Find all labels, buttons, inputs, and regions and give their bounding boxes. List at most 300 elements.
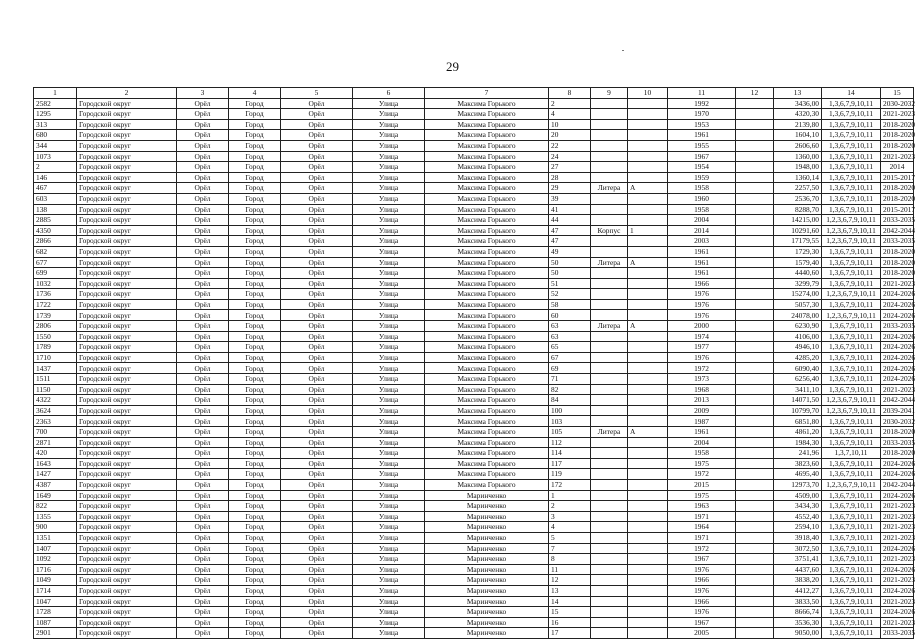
table-cell: Улица: [353, 109, 425, 120]
table-cell: Город: [229, 299, 281, 310]
table-cell: 2024-2026: [881, 490, 914, 501]
table-cell: Орёл: [177, 130, 229, 141]
table-cell: 2018-2020: [881, 119, 914, 130]
table-cell: 3411,10: [774, 384, 822, 395]
table-cell: 1,3,6,7,9,10,11: [822, 183, 881, 194]
table-cell: Городской округ: [77, 183, 177, 194]
table-cell: Город: [229, 607, 281, 618]
table-cell: 2018-2020: [881, 427, 914, 438]
table-cell: 1977: [668, 342, 736, 353]
table-row: [34, 130, 914, 141]
table-row: [34, 98, 914, 109]
table-cell: 2021-2023: [881, 151, 914, 162]
table-cell: [591, 585, 628, 596]
table-cell: 1,3,6,7,9,10,11: [822, 596, 881, 607]
table-cell: 27: [549, 162, 591, 173]
table-cell: 1976: [668, 585, 736, 596]
table-cell: 47: [549, 236, 591, 247]
table-cell: [591, 554, 628, 565]
table-cell: Улица: [353, 130, 425, 141]
table-cell: 1967: [668, 617, 736, 628]
column-header-1: 1: [34, 88, 77, 99]
table-cell: Орёл: [281, 585, 353, 596]
table-cell: 17: [549, 628, 591, 639]
table-cell: [736, 543, 774, 554]
table-cell: 1,3,6,7,9,10,11: [822, 268, 881, 279]
table-row: [34, 607, 914, 618]
table-cell: [591, 628, 628, 639]
table-row: [34, 448, 914, 459]
table-cell: Максима Горького: [425, 331, 549, 342]
table-cell: Улица: [353, 511, 425, 522]
table-cell: Улица: [353, 183, 425, 194]
table-cell: Орёл: [177, 331, 229, 342]
table-cell: 1,2,3,6,7,9,10,11: [822, 215, 881, 226]
table-cell: Орёл: [281, 109, 353, 120]
table-cell: 29: [549, 183, 591, 194]
table-cell: [736, 511, 774, 522]
table-cell: Город: [229, 596, 281, 607]
table-cell: [628, 395, 668, 406]
table-cell: 1407: [34, 543, 77, 554]
table-cell: [736, 448, 774, 459]
table-cell: Маринченко: [425, 554, 549, 565]
table-cell: 2021-2023: [881, 554, 914, 565]
table-cell: Улица: [353, 405, 425, 416]
table-row: [34, 151, 914, 162]
table-cell: Орёл: [177, 532, 229, 543]
table-cell: Улица: [353, 416, 425, 427]
table-cell: 1974: [668, 331, 736, 342]
table-cell: Улица: [353, 140, 425, 151]
table-cell: 1047: [34, 596, 77, 607]
table-cell: Город: [229, 501, 281, 512]
table-cell: Улица: [353, 278, 425, 289]
table-cell: 114: [549, 448, 591, 459]
table-cell: 1,3,6,7,9,10,11: [822, 109, 881, 120]
table-cell: Городской округ: [77, 363, 177, 374]
table-cell: Орёл: [281, 427, 353, 438]
table-cell: 467: [34, 183, 77, 194]
table-cell: Орёл: [177, 490, 229, 501]
table-cell: Город: [229, 374, 281, 385]
table-cell: [736, 310, 774, 321]
table-cell: [736, 257, 774, 268]
table-cell: [736, 130, 774, 141]
table-cell: 2257,50: [774, 183, 822, 194]
table-cell: 2018-2020: [881, 448, 914, 459]
table-cell: [736, 607, 774, 618]
table-cell: [591, 543, 628, 554]
table-cell: 2018-2020: [881, 268, 914, 279]
table-cell: 2030-2032: [881, 416, 914, 427]
table-row: [34, 575, 914, 586]
table-cell: Орёл: [281, 628, 353, 639]
table-cell: Орёл: [177, 416, 229, 427]
table-cell: [736, 299, 774, 310]
table-cell: 1739: [34, 310, 77, 321]
table-cell: 1049: [34, 575, 77, 586]
table-cell: 1,3,6,7,9,10,11: [822, 342, 881, 353]
table-cell: [736, 268, 774, 279]
column-header-9: 9: [591, 88, 628, 99]
table-cell: Городской округ: [77, 448, 177, 459]
table-row: [34, 331, 914, 342]
table-cell: 14215,00: [774, 215, 822, 226]
table-cell: 2021-2023: [881, 575, 914, 586]
table-cell: 146: [34, 172, 77, 183]
table-cell: 1976: [668, 299, 736, 310]
table-cell: 1,3,6,7,9,10,11: [822, 119, 881, 130]
table-cell: Город: [229, 437, 281, 448]
table-cell: 1987: [668, 416, 736, 427]
table-cell: 1,3,6,7,9,10,11: [822, 532, 881, 543]
table-cell: [736, 278, 774, 289]
table-cell: 1,3,6,7,9,10,11: [822, 374, 881, 385]
table-cell: 1966: [668, 575, 736, 586]
table-cell: 119: [549, 469, 591, 480]
table-cell: Орёл: [281, 215, 353, 226]
table-cell: Орёл: [281, 363, 353, 374]
table-cell: Улица: [353, 215, 425, 226]
table-cell: 10291,60: [774, 225, 822, 236]
table-cell: Городской округ: [77, 215, 177, 226]
table-cell: Городской округ: [77, 289, 177, 300]
table-cell: Городской округ: [77, 384, 177, 395]
table-cell: Орёл: [281, 384, 353, 395]
table-cell: [591, 236, 628, 247]
table-cell: 1,3,6,7,9,10,11: [822, 172, 881, 183]
table-cell: 2901: [34, 628, 77, 639]
table-cell: Город: [229, 257, 281, 268]
table-row: [34, 532, 914, 543]
table-cell: 6256,40: [774, 374, 822, 385]
table-cell: 58: [549, 299, 591, 310]
table-cell: 2014: [668, 225, 736, 236]
table-cell: [628, 342, 668, 353]
table-cell: 4: [549, 109, 591, 120]
table-cell: 1,3,6,7,9,10,11: [822, 543, 881, 554]
table-cell: 1961: [668, 130, 736, 141]
table-cell: Городской округ: [77, 119, 177, 130]
table-cell: 8288,70: [774, 204, 822, 215]
table-cell: 1,3,6,7,9,10,11: [822, 617, 881, 628]
table-cell: Улица: [353, 575, 425, 586]
table-cell: [628, 172, 668, 183]
table-cell: Городской округ: [77, 532, 177, 543]
table-cell: [591, 193, 628, 204]
table-cell: Орёл: [177, 162, 229, 173]
table-cell: 2024-2026: [881, 564, 914, 575]
table-cell: 6851,80: [774, 416, 822, 427]
table-cell: 822: [34, 501, 77, 512]
table-cell: Городской округ: [77, 575, 177, 586]
table-cell: [628, 246, 668, 257]
table-cell: Орёл: [177, 151, 229, 162]
table-row: [34, 257, 914, 268]
table-cell: Улица: [353, 437, 425, 448]
table-cell: [628, 437, 668, 448]
table-cell: Орёл: [281, 299, 353, 310]
table-cell: [736, 246, 774, 257]
table-cell: 3751,41: [774, 554, 822, 565]
table-cell: [736, 416, 774, 427]
table-row: [34, 278, 914, 289]
table-cell: 5057,30: [774, 299, 822, 310]
table-cell: 2024-2026: [881, 374, 914, 385]
table-cell: Городской округ: [77, 437, 177, 448]
table-cell: Городской округ: [77, 246, 177, 257]
table-row: [34, 564, 914, 575]
table-cell: [736, 437, 774, 448]
table-cell: 3434,30: [774, 501, 822, 512]
table-cell: Орёл: [177, 257, 229, 268]
table-cell: Городской округ: [77, 617, 177, 628]
table-cell: Максима Горького: [425, 162, 549, 173]
table-cell: 1,3,6,7,9,10,11: [822, 246, 881, 257]
table-cell: 2018-2020: [881, 246, 914, 257]
table-cell: Город: [229, 416, 281, 427]
table-cell: 1643: [34, 458, 77, 469]
table-cell: [736, 119, 774, 130]
table-cell: Орёл: [177, 109, 229, 120]
table-cell: 2: [549, 501, 591, 512]
table-cell: 4387: [34, 479, 77, 490]
table-row: [34, 554, 914, 565]
table-cell: [736, 331, 774, 342]
table-cell: 1972: [668, 469, 736, 480]
table-cell: 1789: [34, 342, 77, 353]
table-cell: Максима Горького: [425, 469, 549, 480]
table-cell: Максима Горького: [425, 448, 549, 459]
table-cell: Улица: [353, 374, 425, 385]
table-cell: [736, 384, 774, 395]
table-cell: Орёл: [281, 511, 353, 522]
table-cell: Орёл: [177, 628, 229, 639]
table-cell: Орёл: [281, 607, 353, 618]
table-cell: [628, 98, 668, 109]
table-cell: Городской округ: [77, 511, 177, 522]
table-cell: Орёл: [177, 183, 229, 194]
table-row: [34, 479, 914, 490]
table-cell: Орёл: [177, 204, 229, 215]
table-cell: Город: [229, 511, 281, 522]
table-cell: 2885: [34, 215, 77, 226]
table-cell: 1,3,6,7,9,10,11: [822, 490, 881, 501]
table-cell: [591, 172, 628, 183]
table-cell: 1,3,6,7,9,10,11: [822, 363, 881, 374]
table-cell: [628, 575, 668, 586]
table-cell: 1958: [668, 448, 736, 459]
table-cell: [628, 236, 668, 247]
table-cell: Орёл: [281, 342, 353, 353]
table-cell: 1716: [34, 564, 77, 575]
table-cell: 1355: [34, 511, 77, 522]
table-cell: [628, 363, 668, 374]
table-cell: Улица: [353, 151, 425, 162]
table-cell: 13: [549, 585, 591, 596]
table-cell: Городской округ: [77, 628, 177, 639]
table-cell: 4320,30: [774, 109, 822, 120]
table-cell: Орёл: [281, 501, 353, 512]
table-cell: 1,3,6,7,9,10,11: [822, 501, 881, 512]
table-cell: [736, 183, 774, 194]
table-cell: Орёл: [177, 342, 229, 353]
table-cell: 1,2,3,6,7,9,10,11: [822, 289, 881, 300]
table-cell: Максима Горького: [425, 119, 549, 130]
table-cell: 1976: [668, 352, 736, 363]
table-cell: 2021-2023: [881, 522, 914, 533]
table-cell: Улица: [353, 448, 425, 459]
table-cell: 1649: [34, 490, 77, 501]
table-cell: [628, 162, 668, 173]
table-cell: Городской округ: [77, 395, 177, 406]
table-cell: Максима Горького: [425, 215, 549, 226]
table-row: [34, 501, 914, 512]
table-cell: Орёл: [281, 162, 353, 173]
table-cell: [591, 109, 628, 120]
table-row: [34, 416, 914, 427]
table-row: [34, 246, 914, 257]
table-cell: 12973,70: [774, 479, 822, 490]
table-cell: [591, 458, 628, 469]
table-cell: [736, 109, 774, 120]
table-row: [34, 225, 914, 236]
table-cell: 4437,60: [774, 564, 822, 575]
table-cell: 1973: [668, 374, 736, 385]
table-cell: Максима Горького: [425, 342, 549, 353]
table-cell: 2871: [34, 437, 77, 448]
table-cell: Город: [229, 363, 281, 374]
table-cell: 17179,55: [774, 236, 822, 247]
table-cell: Город: [229, 204, 281, 215]
table-cell: Городской округ: [77, 596, 177, 607]
table-cell: Орёл: [281, 257, 353, 268]
table-cell: 1966: [668, 596, 736, 607]
table-cell: 50: [549, 268, 591, 279]
table-cell: Город: [229, 585, 281, 596]
table-cell: Максима Горького: [425, 395, 549, 406]
table-cell: 2024-2026: [881, 469, 914, 480]
table-cell: Улица: [353, 395, 425, 406]
table-cell: 1971: [668, 511, 736, 522]
table-cell: [736, 628, 774, 639]
table-cell: Городской округ: [77, 268, 177, 279]
table-cell: Городской округ: [77, 374, 177, 385]
table-row: [34, 140, 914, 151]
table-cell: Орёл: [281, 289, 353, 300]
table-cell: 1,3,6,7,9,10,11: [822, 427, 881, 438]
table-cell: Городской округ: [77, 469, 177, 480]
table-cell: Орёл: [281, 596, 353, 607]
table-cell: 2024-2026: [881, 342, 914, 353]
table-cell: [736, 490, 774, 501]
table-cell: Орёл: [177, 352, 229, 363]
table-cell: Город: [229, 575, 281, 586]
table-cell: [736, 564, 774, 575]
table-cell: 2033-2035: [881, 215, 914, 226]
table-row: [34, 119, 914, 130]
table-cell: Орёл: [281, 183, 353, 194]
table-cell: 1710: [34, 352, 77, 363]
table-cell: Улица: [353, 628, 425, 639]
table-cell: Улица: [353, 331, 425, 342]
table-cell: Город: [229, 342, 281, 353]
table-cell: Максима Горького: [425, 363, 549, 374]
table-cell: [628, 628, 668, 639]
table-cell: [736, 225, 774, 236]
table-cell: 63: [549, 321, 591, 332]
table-cell: [628, 543, 668, 554]
table-cell: [736, 458, 774, 469]
table-cell: 8666,74: [774, 607, 822, 618]
table-cell: 900: [34, 522, 77, 533]
table-cell: Улица: [353, 98, 425, 109]
table-cell: [591, 151, 628, 162]
table-cell: 2024-2026: [881, 310, 914, 321]
table-cell: [736, 532, 774, 543]
table-cell: Орёл: [281, 617, 353, 628]
table-cell: 15: [549, 607, 591, 618]
table-cell: 2024-2026: [881, 331, 914, 342]
housing-registry-table: [33, 87, 914, 639]
table-cell: 2009: [668, 405, 736, 416]
table-cell: Орёл: [281, 119, 353, 130]
table-cell: 2594,10: [774, 522, 822, 533]
table-cell: [591, 532, 628, 543]
table-cell: Орёл: [177, 236, 229, 247]
table-cell: [736, 617, 774, 628]
table-cell: 47: [549, 225, 591, 236]
table-cell: [628, 289, 668, 300]
table-cell: 69: [549, 363, 591, 374]
table-cell: Орёл: [177, 246, 229, 257]
table-cell: [591, 469, 628, 480]
table-cell: Городской округ: [77, 140, 177, 151]
table-cell: 1714: [34, 585, 77, 596]
table-cell: 3: [549, 511, 591, 522]
table-cell: Орёл: [177, 607, 229, 618]
table-row: [34, 395, 914, 406]
table-cell: 11: [549, 564, 591, 575]
table-cell: 2039-2041: [881, 405, 914, 416]
table-cell: Орёл: [177, 405, 229, 416]
table-cell: Улица: [353, 458, 425, 469]
table-cell: 2021-2023: [881, 596, 914, 607]
table-cell: Орёл: [281, 172, 353, 183]
table-cell: Улица: [353, 427, 425, 438]
table-cell: 1,3,6,7,9,10,11: [822, 140, 881, 151]
table-cell: Орёл: [281, 405, 353, 416]
table-cell: 6230,90: [774, 321, 822, 332]
table-cell: [591, 246, 628, 257]
table-cell: Орёл: [281, 437, 353, 448]
table-cell: [591, 374, 628, 385]
table-row: [34, 183, 914, 194]
table-cell: [591, 352, 628, 363]
table-cell: Орёл: [281, 522, 353, 533]
column-header-14: 14: [822, 88, 881, 99]
table-cell: Орёл: [177, 215, 229, 226]
table-row: [34, 352, 914, 363]
table-cell: [591, 395, 628, 406]
table-cell: Городской округ: [77, 607, 177, 618]
table-cell: Орёл: [177, 321, 229, 332]
table-cell: Улица: [353, 384, 425, 395]
table-cell: Городской округ: [77, 585, 177, 596]
table-row: [34, 374, 914, 385]
table-cell: 1,2,3,6,7,9,10,11: [822, 236, 881, 247]
